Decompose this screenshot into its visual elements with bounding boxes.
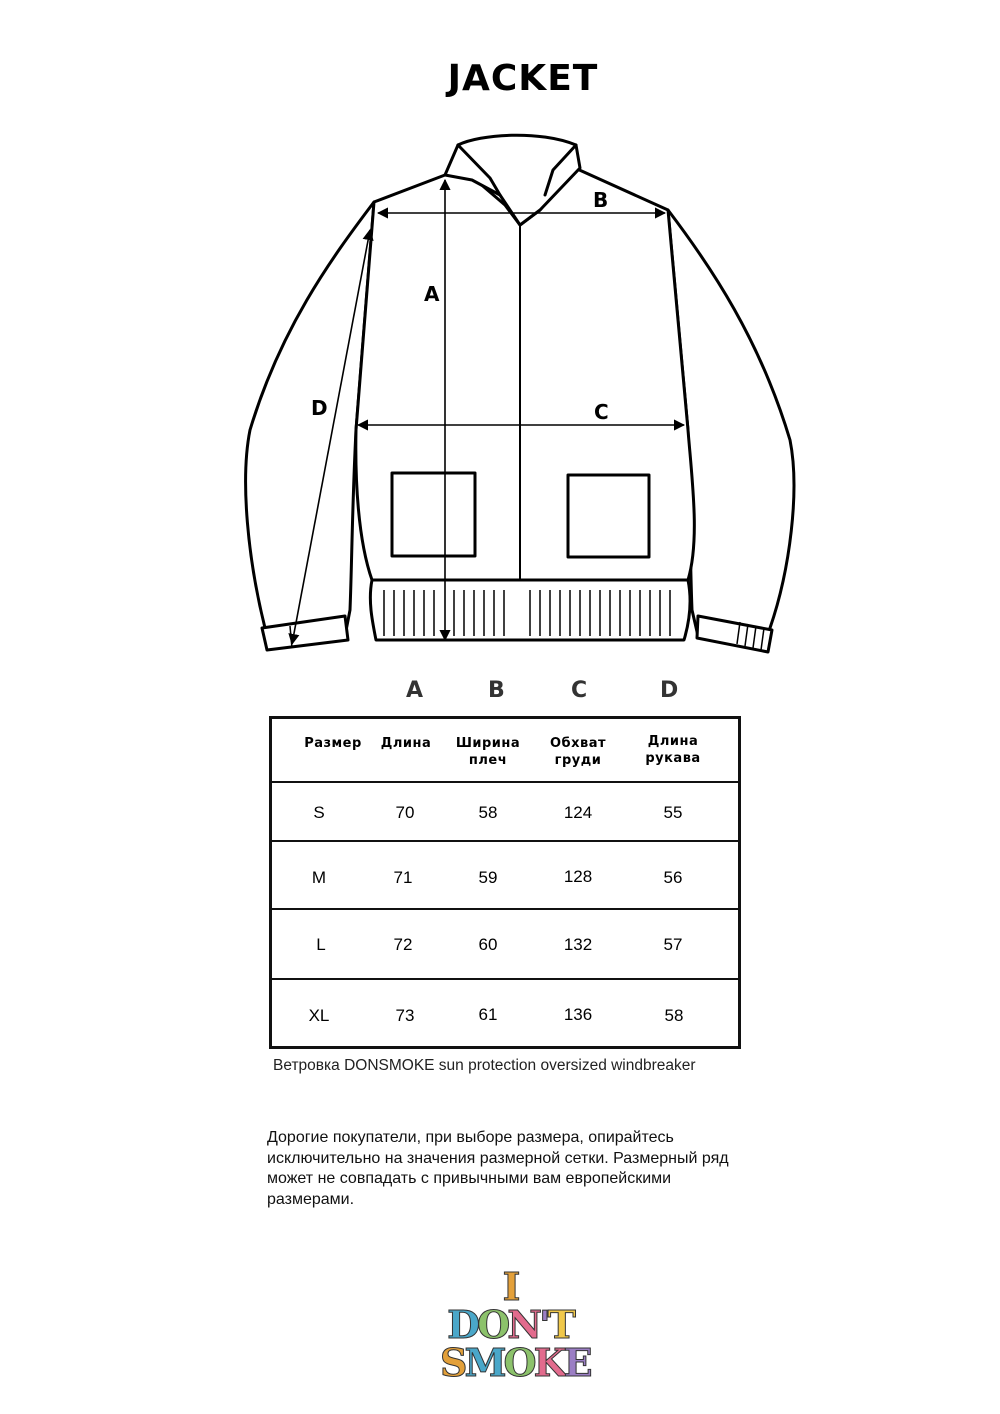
column-letter-c: C [571,678,588,703]
cell-size: XL [308,1006,330,1025]
column-letter-d: D [660,678,679,703]
cell-length: 73 [395,1006,415,1025]
cell-sleeve: 56 [663,868,683,887]
left-sleeve [246,202,374,648]
size-note: Дорогие покупатели, при выборе размера, опирайтесь исключительно на значения размерной сетки. Размерный ряд может не совпадать с привычными вам европейскими размерами. [267,1129,729,1208]
cell-size: S [313,803,325,822]
cell-length: 72 [393,935,413,954]
cell-shoulder: 58 [478,803,498,822]
cell-size: M [311,868,327,887]
dimension-a-label: A [424,282,440,306]
cell-length: 71 [393,868,413,887]
dimension-d-label: D [311,396,328,420]
cell-sleeve: 55 [663,803,683,822]
cell-shoulder: 61 [478,1005,498,1024]
cell-chest: 132 [563,935,593,954]
brand-logo: I DON'T SMOKE [440,1264,590,1385]
jacket-diagram [0,0,1000,700]
cell-length: 70 [395,803,415,822]
header-length: Длина [380,736,432,751]
left-pocket [392,473,475,556]
column-letter-a: A [406,678,424,703]
column-letter-b: B [488,678,505,703]
cell-shoulder: 59 [478,868,498,887]
cell-size: L [316,935,326,954]
cell-sleeve: 58 [664,1006,684,1025]
table-divider [272,781,738,783]
dimension-c-label: C [594,400,609,424]
cell-chest: 128 [563,867,593,886]
table-divider [272,840,738,842]
page-title: JACKET [447,58,599,99]
cell-shoulder: 60 [478,935,498,954]
table-divider [272,978,738,980]
cell-chest: 136 [563,1005,593,1024]
product-caption: Ветровка DONSMOKE sun protection oversized windbreaker [273,1057,696,1074]
header-chest: Обхват груди [549,736,607,768]
header-shoulder-width: Ширина плеч [455,736,521,768]
table-divider [272,908,738,910]
right-pocket [568,475,649,557]
header-size: Размер [304,736,362,751]
cell-chest: 124 [563,803,593,822]
header-sleeve-length: Длина рукава [645,734,701,766]
cell-sleeve: 57 [663,935,683,954]
dimension-b-label: B [593,188,609,212]
size-table [269,716,741,1049]
